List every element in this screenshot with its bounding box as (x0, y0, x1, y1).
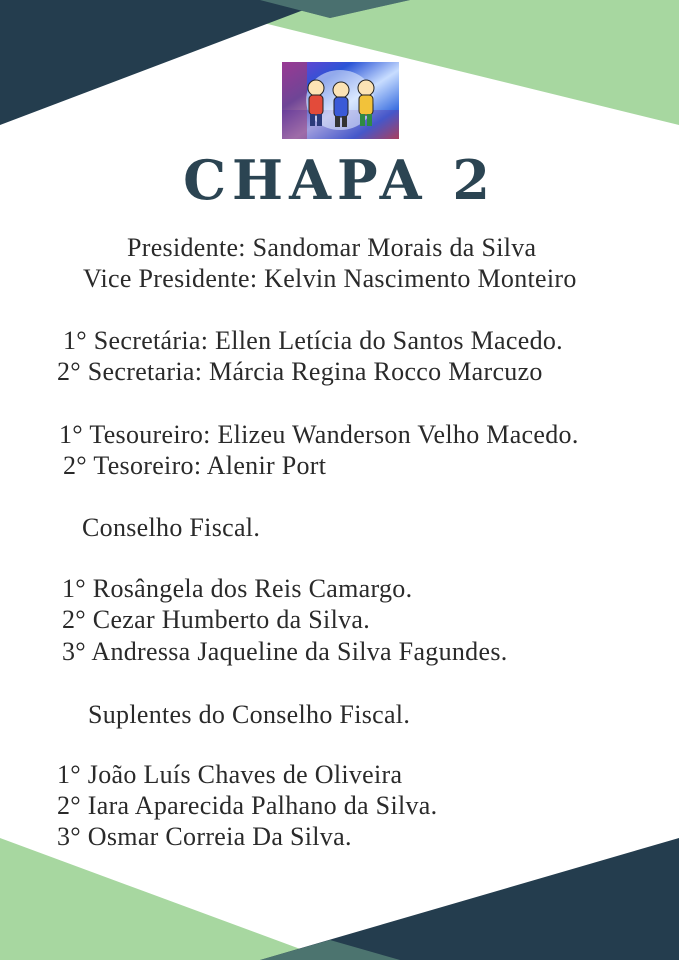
treasurer-2-line: 2° Tesoreiro: Alenir Port (63, 451, 327, 480)
fiscal-member-2: 2° Cezar Humberto da Silva. (62, 605, 371, 634)
president-line: Presidente: Sandomar Morais da Silva (127, 233, 537, 262)
bottom-left-green-triangle (0, 838, 330, 960)
secretary-2-line: 2° Secretaria: Márcia Regina Rocco Marcuzo (57, 357, 543, 386)
alternate-member-1: 1° João Luís Chaves de Oliveira (57, 760, 403, 789)
page-title: CHAPA 2 (183, 148, 496, 212)
alternates-heading: Suplentes do Conselho Fiscal. (88, 700, 411, 729)
bottom-right-navy-triangle (260, 838, 679, 960)
fiscal-member-1: 1° Rosângela dos Reis Camargo. (62, 574, 413, 603)
fiscal-council-heading: Conselho Fiscal. (82, 513, 261, 542)
fiscal-member-3: 3° Andressa Jaqueline da Silva Fagundes. (62, 637, 508, 666)
vice-president-line: Vice Presidente: Kelvin Nascimento Monteiro (83, 264, 577, 293)
top-left-navy-triangle (0, 0, 330, 125)
alternate-member-2: 2° Iara Aparecida Palhano da Silva. (57, 791, 438, 820)
children-figures-logo (282, 62, 399, 139)
treasurer-1-line: 1° Tesoureiro: Elizeu Wanderson Velho Macedo. (59, 420, 579, 449)
secretary-1-line: 1° Secretária: Ellen Letícia do Santos Macedo. (63, 326, 563, 355)
alternate-member-3: 3° Osmar Correia Da Silva. (57, 822, 352, 851)
